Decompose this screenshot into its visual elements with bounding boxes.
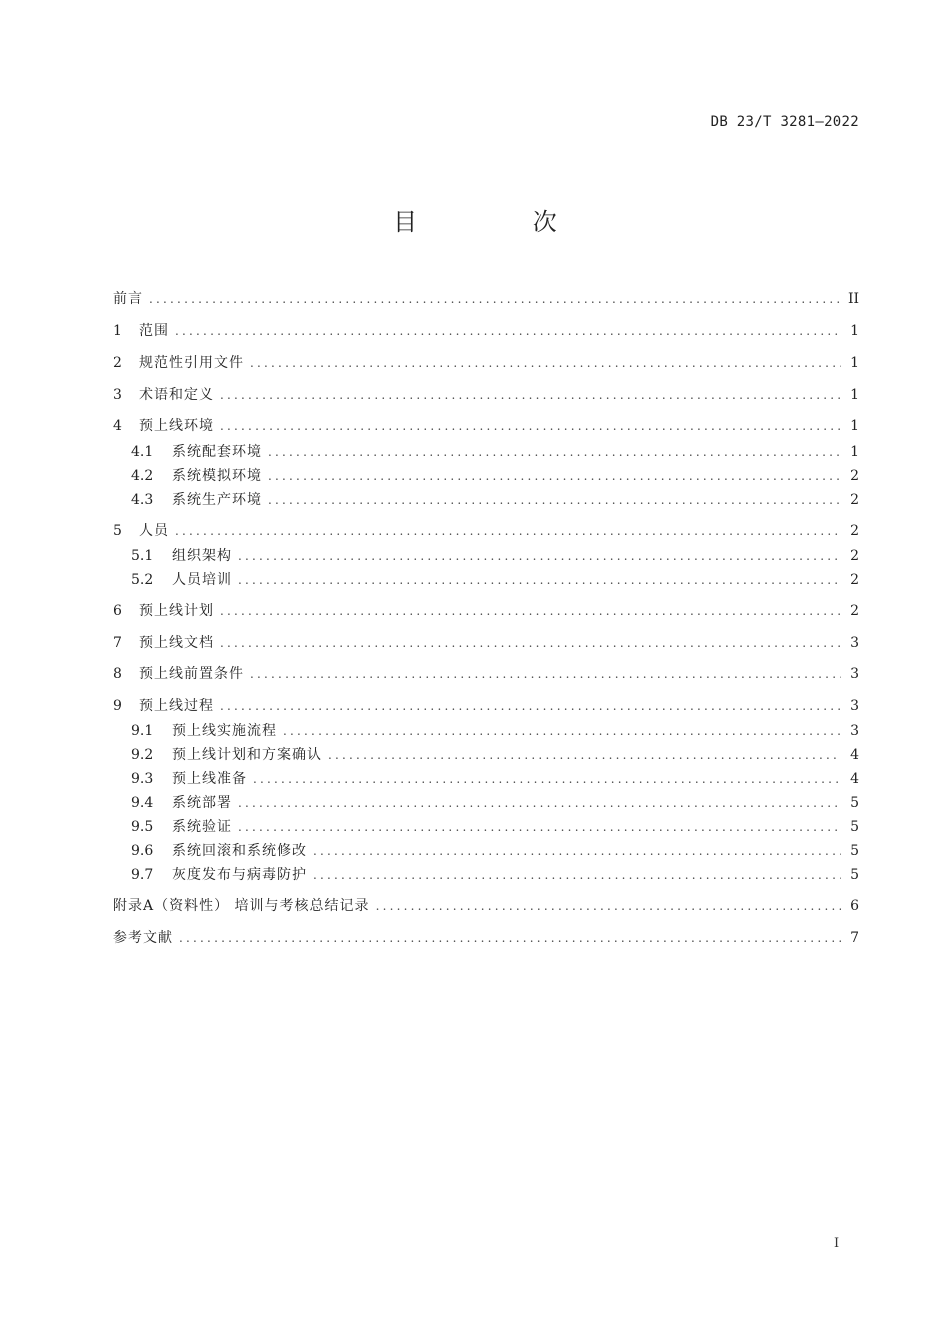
toc-entry-page: 1 bbox=[850, 387, 859, 403]
toc-entry[interactable] bbox=[113, 793, 859, 813]
toc-entry[interactable] bbox=[113, 353, 859, 373]
toc-entry-page: 3 bbox=[850, 666, 859, 682]
toc-dot-leader bbox=[268, 490, 841, 510]
toc-entry-number: 9.7 bbox=[131, 867, 154, 883]
toc-entry-page: 2 bbox=[850, 548, 859, 564]
footer-page-number: I bbox=[834, 1236, 840, 1251]
toc-dot-leader bbox=[179, 928, 841, 948]
toc-entry[interactable] bbox=[113, 416, 859, 436]
toc-entry-page: 3 bbox=[850, 723, 859, 739]
toc-entry-page: II bbox=[847, 291, 859, 307]
toc-dot-leader bbox=[313, 865, 841, 885]
toc-dot-leader bbox=[238, 793, 841, 813]
toc-entry-number: 9.1 bbox=[131, 723, 154, 739]
toc-entry-number: 5.2 bbox=[131, 572, 154, 588]
toc-entry-label: 预上线实施流程 bbox=[172, 723, 277, 739]
toc-entry-page: 5 bbox=[850, 867, 859, 883]
toc-dot-leader bbox=[238, 546, 841, 566]
toc-entry-page: 3 bbox=[850, 698, 859, 714]
toc-dot-leader bbox=[376, 896, 841, 916]
toc-entry[interactable] bbox=[113, 817, 859, 837]
toc-dot-leader bbox=[250, 664, 841, 684]
toc-entry[interactable] bbox=[113, 769, 859, 789]
toc-entry-page: 6 bbox=[850, 898, 859, 914]
toc-entry-label: 预上线文档 bbox=[139, 635, 214, 651]
toc-entry-page: 2 bbox=[850, 492, 859, 508]
toc-dot-leader bbox=[149, 289, 841, 309]
toc-entry-label: 术语和定义 bbox=[139, 387, 214, 403]
toc-entry-page: 5 bbox=[850, 795, 859, 811]
toc-entry-label: 预上线前置条件 bbox=[139, 666, 244, 682]
toc-entry-page: 2 bbox=[850, 603, 859, 619]
toc-entry-number: 3 bbox=[113, 387, 122, 403]
toc-entry-number: 7 bbox=[113, 635, 122, 651]
toc-entry[interactable] bbox=[113, 633, 859, 653]
toc-entry[interactable] bbox=[113, 745, 859, 765]
toc-entry-page: 1 bbox=[850, 355, 859, 371]
toc-entry-label: 系统验证 bbox=[172, 819, 232, 835]
toc-entry-label: 系统回滚和系统修改 bbox=[172, 843, 307, 859]
toc-entry[interactable] bbox=[113, 896, 859, 916]
toc-entry-label: 范围 bbox=[139, 323, 169, 339]
toc-dot-leader bbox=[220, 601, 841, 621]
toc-entry[interactable] bbox=[113, 570, 859, 590]
toc-entry-number: 4.3 bbox=[131, 492, 154, 508]
toc-entry[interactable] bbox=[113, 664, 859, 684]
toc-dot-leader bbox=[220, 696, 841, 716]
toc-dot-leader bbox=[268, 442, 841, 462]
toc-entry-label: 系统配套环境 bbox=[172, 444, 262, 460]
toc-dot-leader bbox=[313, 841, 841, 861]
toc-dot-leader bbox=[268, 466, 841, 486]
toc-entry-number: 9.6 bbox=[131, 843, 154, 859]
toc-entry-label: 预上线计划 bbox=[139, 603, 214, 619]
toc-entry-page: 5 bbox=[850, 819, 859, 835]
toc-entry-number: 9.5 bbox=[131, 819, 154, 835]
toc-entry-page: 2 bbox=[850, 572, 859, 588]
toc-dot-leader bbox=[220, 385, 841, 405]
toc-entry-page: 1 bbox=[850, 444, 859, 460]
toc-entry-number: 5 bbox=[113, 523, 122, 539]
toc-entry[interactable] bbox=[113, 466, 859, 486]
toc-entry-label: 参考文献 bbox=[113, 930, 173, 946]
toc-entry-page: 5 bbox=[850, 843, 859, 859]
page-title: 目 次 bbox=[393, 208, 611, 236]
toc-dot-leader bbox=[220, 416, 841, 436]
toc-entry-label: 预上线环境 bbox=[139, 418, 214, 434]
toc-entry-label: 系统部署 bbox=[172, 795, 232, 811]
toc-dot-leader bbox=[220, 633, 841, 653]
toc-dot-leader bbox=[238, 570, 841, 590]
toc-entry[interactable] bbox=[113, 442, 859, 462]
toc-dot-leader bbox=[175, 321, 841, 341]
toc-entry-number: 1 bbox=[113, 323, 122, 339]
toc-entry-label: 人员培训 bbox=[172, 572, 232, 588]
toc-entry-label: 预上线准备 bbox=[172, 771, 247, 787]
toc-entry-number: 5.1 bbox=[131, 548, 154, 564]
toc-entry-number: 4.2 bbox=[131, 468, 154, 484]
toc-dot-leader bbox=[328, 745, 841, 765]
toc-entry-number: 8 bbox=[113, 666, 122, 682]
toc-entry-label: 附录A（资料性） 培训与考核总结记录 bbox=[113, 898, 370, 914]
toc-entry-page: 7 bbox=[850, 930, 859, 946]
document-code: DB 23/T 3281—2022 bbox=[710, 114, 859, 130]
toc-dot-leader bbox=[175, 521, 841, 541]
toc-entry[interactable] bbox=[113, 721, 859, 741]
toc-entry[interactable] bbox=[113, 841, 859, 861]
toc-entry-label: 预上线过程 bbox=[139, 698, 214, 714]
toc-entry-page: 1 bbox=[850, 323, 859, 339]
toc-entry[interactable] bbox=[113, 521, 859, 541]
toc-entry-label: 前言 bbox=[113, 291, 143, 307]
toc-entry-label: 预上线计划和方案确认 bbox=[172, 747, 322, 763]
toc-entry[interactable] bbox=[113, 928, 859, 948]
toc-dot-leader bbox=[283, 721, 841, 741]
toc-entry-label: 系统模拟环境 bbox=[172, 468, 262, 484]
toc-entry-number: 9.4 bbox=[131, 795, 154, 811]
toc-entry[interactable] bbox=[113, 385, 859, 405]
toc-entry-page: 4 bbox=[850, 771, 859, 787]
toc-dot-leader bbox=[253, 769, 841, 789]
toc-entry-number: 9 bbox=[113, 698, 122, 714]
toc-entry-label: 灰度发布与病毒防护 bbox=[172, 867, 307, 883]
toc-entry-number: 4 bbox=[113, 418, 122, 434]
toc-entry-label: 规范性引用文件 bbox=[139, 355, 244, 371]
toc-entry-page: 1 bbox=[850, 418, 859, 434]
toc-entry[interactable] bbox=[113, 546, 859, 566]
toc-dot-leader bbox=[250, 353, 841, 373]
toc-entry[interactable] bbox=[113, 321, 859, 341]
toc-entry[interactable] bbox=[113, 289, 859, 309]
toc-entry-label: 系统生产环境 bbox=[172, 492, 262, 508]
toc-dot-leader bbox=[238, 817, 841, 837]
toc-entry[interactable] bbox=[113, 865, 859, 885]
toc-entry[interactable] bbox=[113, 601, 859, 621]
toc-entry-number: 4.1 bbox=[131, 444, 154, 460]
toc-entry-label: 组织架构 bbox=[172, 548, 232, 564]
toc-entry-number: 6 bbox=[113, 603, 122, 619]
toc-entry-page: 2 bbox=[850, 468, 859, 484]
toc-entry-page: 2 bbox=[850, 523, 859, 539]
toc-entry-page: 3 bbox=[850, 635, 859, 651]
toc-entry-number: 2 bbox=[113, 355, 122, 371]
toc-entry-number: 9.3 bbox=[131, 771, 154, 787]
toc-entry-number: 9.2 bbox=[131, 747, 154, 763]
toc-entry-label: 人员 bbox=[139, 523, 169, 539]
toc-entry-page: 4 bbox=[850, 747, 859, 763]
toc-entry[interactable] bbox=[113, 696, 859, 716]
toc-entry[interactable] bbox=[113, 490, 859, 510]
